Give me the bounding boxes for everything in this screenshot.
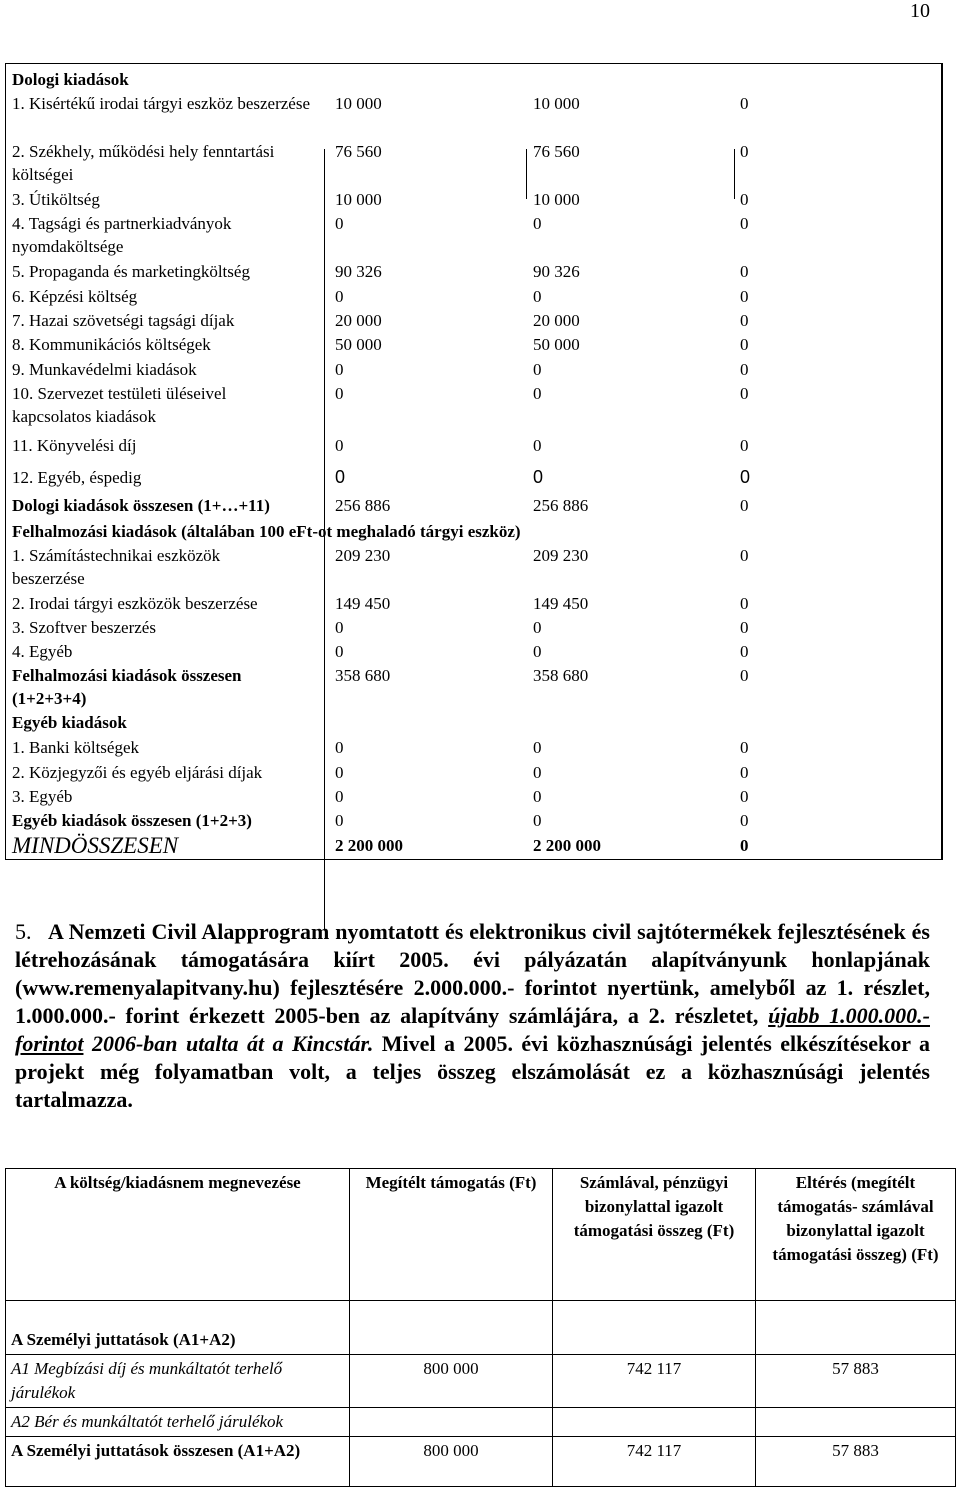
table-cell: [553, 1408, 756, 1437]
column-divider: [526, 149, 527, 199]
table-cell: 742 117: [553, 1355, 756, 1408]
paragraph-underlined: újabb 1.000.000.- forintot: [15, 1003, 930, 1056]
total-row-label: A Személyi juttatások összesen (A1+A2): [6, 1437, 350, 1487]
page-number: 10: [910, 0, 930, 22]
column-header: A költség/kiadásnem megnevezése: [6, 1169, 350, 1301]
table-cell: 57 883: [756, 1355, 956, 1408]
table-cell: 742 117: [553, 1437, 756, 1487]
table-row-label: A2 Bér és munkáltatót terhelő járulékok: [6, 1408, 350, 1437]
table-cell: 57 883: [756, 1437, 956, 1487]
table-cell: [350, 1408, 553, 1437]
column-divider: [734, 149, 735, 199]
column-header: Megítélt támogatás (Ft): [350, 1169, 553, 1301]
expense-table: Dologi kiadások 1. Kisértékű irodai tárgyi eszköz beszerzése 10 000 10 000 0 2. Székhely, működési hely fenntartási költségei 76 560 76 560 0 3. Útiköltség 10 000 10 000 0 4. Tagsági és partnerkiadványok nyomdaköltsége 0 0 0 5. Propaganda és marketingköltség 90 326 90 326 0 6. Képzési költség 0 0 0 7. Hazai szövetségi tagsági díjak 20 000 20 000 0 8. Kommunikációs költségek 50 000 50 000 0 9. Munkavédelmi kiadások 0 0 0 10. Szervezet testületi üléseivel kapcsolatos kiadások 0 0 0 11. Könyvelési díj 0 0 0 12. Egyéb, éspedig 0 0 0 Dologi kiadások összesen (1+…+11) 256 886 256 886 0 Felhalmozási kiadások (általában 100 eFt-ot meghaladó tárgyi eszköz) 1. Számítástechnikai eszközök beszerzése 209 230 209 230 0 2. Irodai tárgyi eszközök beszerzése 149 450 149 450 0 3. Szoftver beszerzés 0 0 0 4. Egyéb 0 0 0 Felhalmozási kiadások összesen (1+2+3+4) 358 680 358 680 0 Egyéb kiadások 1. Banki költségek 0 0 0 2. Közjegyzői és egyéb eljárási díjak 0 0 0 3. Egyéb 0 0 0 Egyéb kiadások összesen (1+2+3) 0 0 0 MINDÖSSZESEN 2 200 000 2 200 000 0: [5, 63, 943, 860]
paragraph-text: A Nemzeti Civil Alapprogram nyomtatott és elektronikus civil sajtótermékek fejlesztésének és létrehozásának támogatására kiírt 2005. évi pályázatán alapítványunk honlapjának (www.remenyalapitvany.hu) fejlesztésére 2.000.000.- forintot nyertünk, amelyből az 1. részlet, 1.000.000.- forint érkezett 2005-ben az alapítvány számlájára, a 2. részletet,: [15, 919, 930, 1028]
support-settlement-table: [5, 1168, 956, 1487]
section-header: A Személyi juttatások (A1+A2): [6, 1301, 350, 1355]
table-cell: [756, 1408, 956, 1437]
table-row-label: A1 Megbízási díj és munkáltatót terhelő járulékok: [6, 1355, 350, 1408]
table-cell: 800 000: [350, 1355, 553, 1408]
column-header: Számlával, pénzügyi bizonylattal igazolt támogatási összeg (Ft): [553, 1169, 756, 1301]
paragraph-italic: 2006-ban utalta át a Kincstár.: [91, 1031, 374, 1056]
paragraph-number: 5.: [15, 919, 32, 944]
paragraph-5: [15, 918, 930, 1114]
column-header: Eltérés (megítélt támogatás- számlával bizonylattal igazolt támogatási összeg) (Ft): [756, 1169, 956, 1301]
table-cell: 800 000: [350, 1437, 553, 1487]
paragraph-text-continued: Mivel a 2005. évi közhasznúsági jelentés elkészítésekor a projekt még folyamatban volt, a teljes összeg elszámolását ez a közhasznúsági jelentés tartalmazza.: [15, 1031, 931, 1112]
